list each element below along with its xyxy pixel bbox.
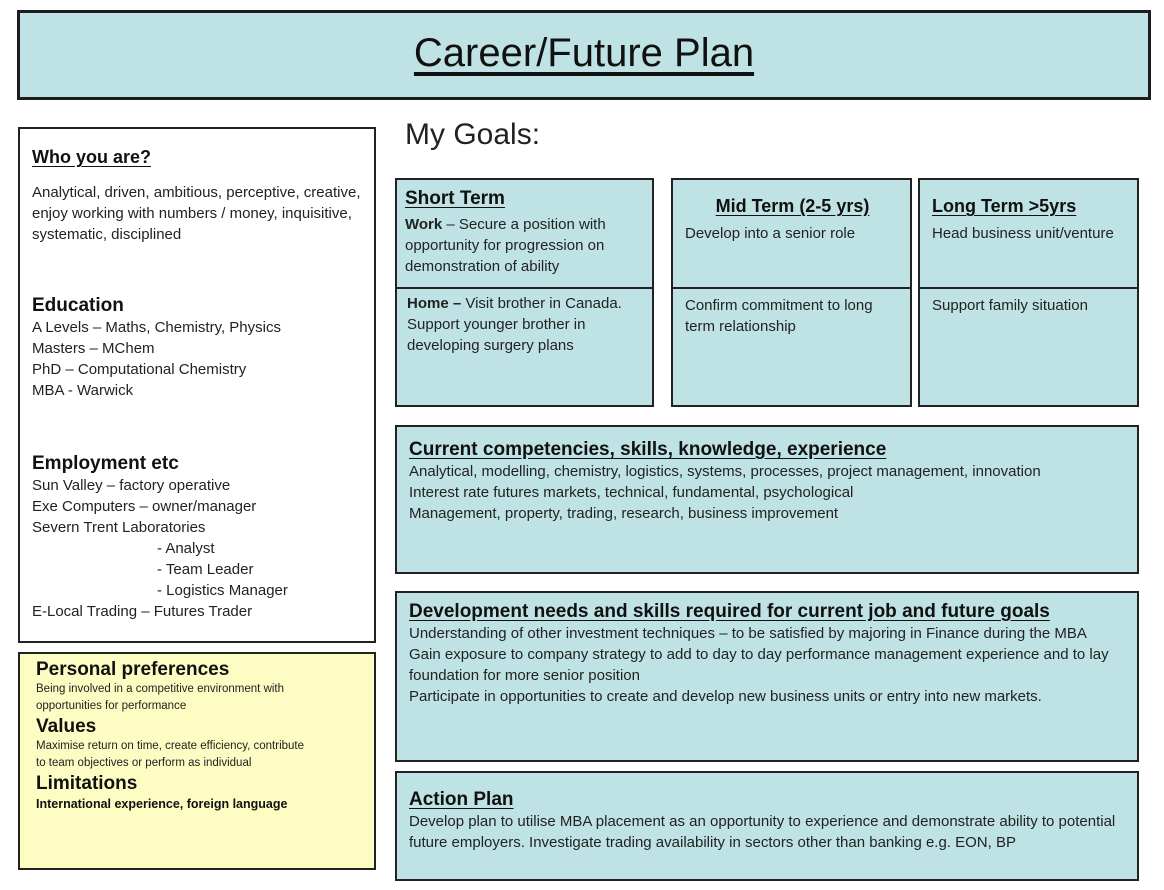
- values-text: Maximise return on time, create efficiency, contribute to team objectives or perform as individual: [36, 740, 305, 769]
- short-term-work: [397, 180, 652, 289]
- mid-term-box: [671, 178, 912, 407]
- development-line: Understanding of other investment techniques – to be satisfied by majoring in Finance during the MBA: [409, 625, 1087, 642]
- employment-item: E-Local Trading – Futures Trader: [32, 603, 253, 620]
- values-heading: Values: [36, 716, 97, 737]
- mid-term-heading: Mid Term (2-5 yrs): [715, 196, 870, 216]
- mid-term-home: [673, 289, 910, 337]
- long-term-box: [918, 178, 1139, 407]
- long-term-home: [920, 289, 1137, 316]
- education-item: A Levels – Maths, Chemistry, Physics: [32, 319, 281, 336]
- home-label: Home –: [407, 295, 462, 312]
- development-line: Gain exposure to company strategy to add to day to day performance management experience and to lay foundation for more senior position: [409, 646, 1109, 684]
- employment-role: - Analyst: [157, 540, 215, 557]
- short-home-text: Visit brother in Canada. Support younger brother in developing surgery plans: [407, 295, 622, 354]
- long-term-heading: Long Term >5yrs: [932, 196, 1077, 216]
- work-label: Work: [405, 216, 443, 233]
- short-work-text: – Secure a position with opportunity for progression on demonstration of ability: [405, 216, 606, 275]
- page-title: Career/Future Plan: [413, 31, 755, 75]
- competencies-heading: Current competencies, skills, knowledge, experience: [409, 439, 887, 460]
- personal-panel: [18, 652, 376, 870]
- action-plan-box: [395, 771, 1139, 881]
- development-heading: Development needs and skills required for current job and future goals: [409, 601, 1050, 622]
- short-term-box: [395, 178, 654, 407]
- employment-item: Sun Valley – factory operative: [32, 477, 231, 494]
- limitations-text: International experience, foreign language: [36, 797, 288, 811]
- employment-list: [32, 475, 362, 622]
- profile-panel: [18, 127, 376, 643]
- development-line: Participate in opportunities to create and develop new business units or entry into new markets.: [409, 688, 1042, 705]
- short-term-heading: Short Term: [405, 188, 505, 209]
- preferences-heading: Personal preferences: [36, 659, 230, 680]
- action-plan-heading: Action Plan: [409, 789, 514, 810]
- employment-role: - Logistics Manager: [157, 582, 288, 599]
- action-plan-text: Develop plan to utilise MBA placement as an opportunity to experience and demonstrate ability to potential future employers. Investigate trading availability in sectors other than banking e.g. EON, BP: [409, 813, 1116, 851]
- preferences-text: Being involved in a competitive environment with opportunities for performance: [36, 683, 285, 712]
- long-work-text: Head business unit/venture: [932, 225, 1114, 242]
- mid-term-work: [673, 180, 910, 289]
- who-text: Analytical, driven, ambitious, perceptive, creative, enjoy working with numbers / money, inquisitive, systematic, disciplined: [32, 184, 361, 243]
- development-box: [395, 591, 1139, 762]
- employment-heading: Employment etc: [32, 453, 179, 474]
- employment-role: - Team Leader: [157, 561, 254, 578]
- education-heading: Education: [32, 295, 124, 316]
- long-term-work: [920, 180, 1137, 289]
- employment-item: Severn Trent Laboratories: [32, 519, 206, 536]
- title-banner: [17, 10, 1151, 100]
- education-item: Masters – MChem: [32, 340, 155, 357]
- who-heading: Who you are?: [32, 147, 152, 167]
- mid-home-text: Confirm commitment to long term relationship: [685, 297, 873, 335]
- employment-item: Exe Computers – owner/manager: [32, 498, 257, 515]
- education-item: MBA - Warwick: [32, 382, 134, 399]
- competency-line: Management, property, trading, research, business improvement: [409, 505, 839, 522]
- mid-work-text: Develop into a senior role: [685, 225, 856, 242]
- goals-heading: My Goals:: [405, 118, 541, 151]
- competencies-box: [395, 425, 1139, 574]
- limitations-heading: Limitations: [36, 773, 138, 794]
- education-item: PhD – Computational Chemistry: [32, 361, 247, 378]
- long-home-text: Support family situation: [932, 297, 1088, 314]
- competency-line: Interest rate futures markets, technical, fundamental, psychological: [409, 484, 854, 501]
- short-term-home: [397, 289, 652, 356]
- education-list: [32, 317, 362, 401]
- competency-line: Analytical, modelling, chemistry, logistics, systems, processes, project management, innovation: [409, 463, 1041, 480]
